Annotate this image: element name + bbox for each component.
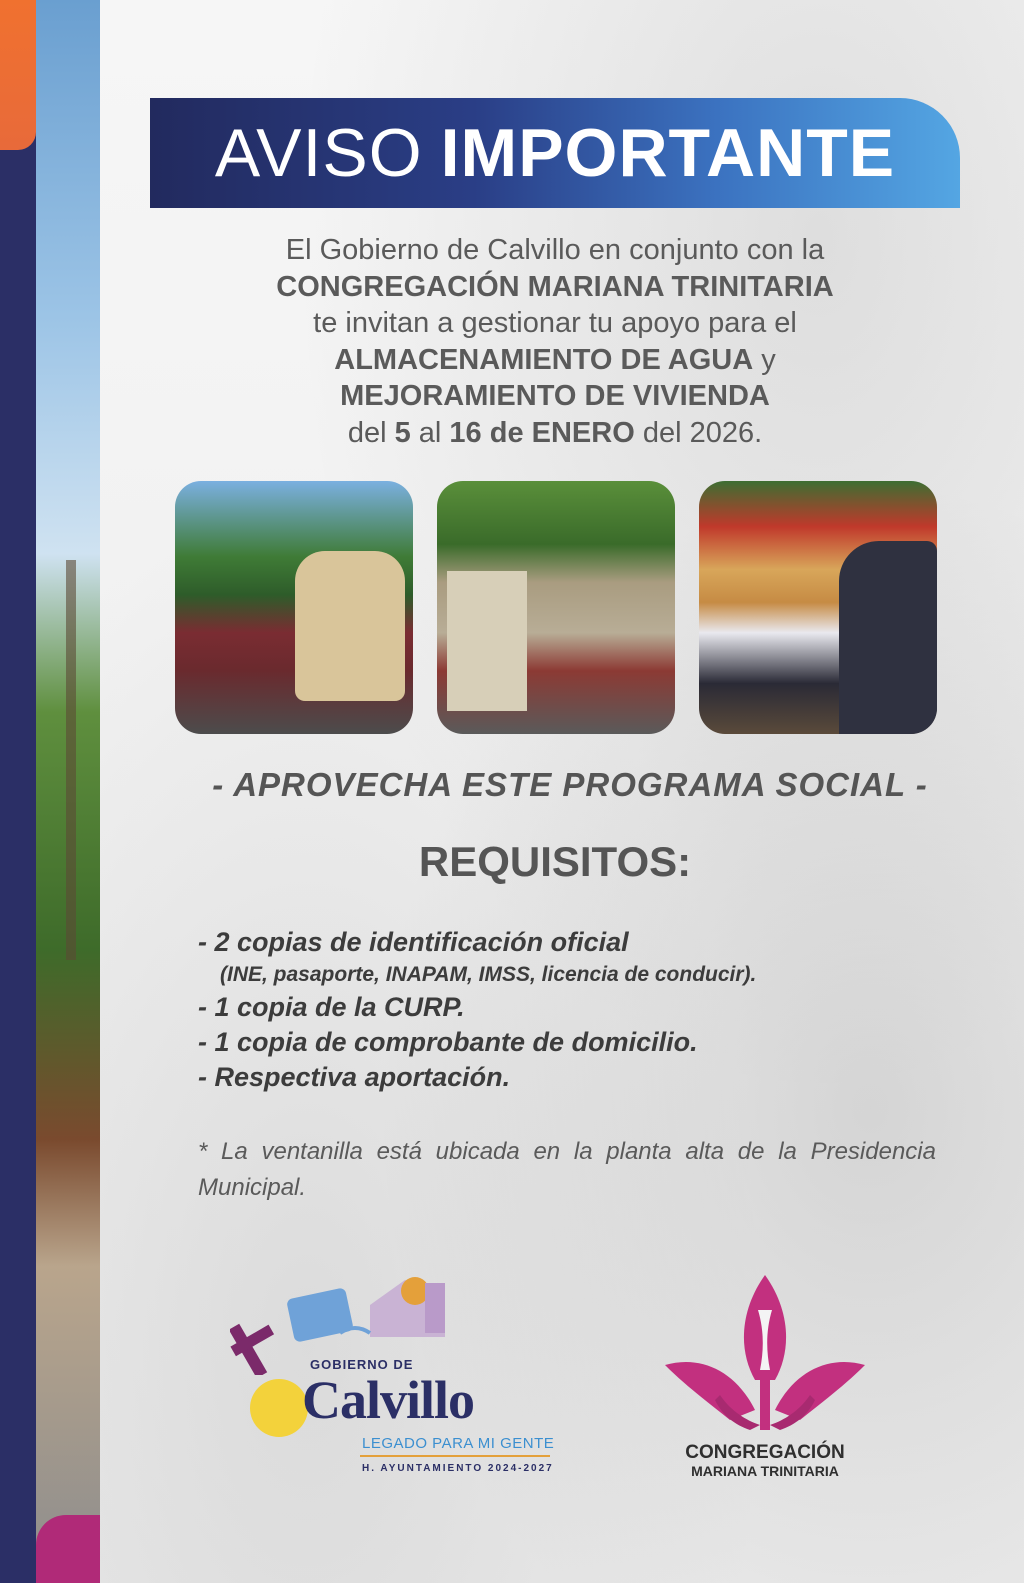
requirement-subitem: (INE, pasaporte, INAPAM, IMSS, licencia de conducir). <box>220 963 757 986</box>
calvillo-logo <box>230 1275 560 1485</box>
intro-line-2: CONGREGACIÓN MARIANA TRINITARIA <box>276 270 834 303</box>
requirement-item: - 1 copia de la CURP. <box>198 992 465 1022</box>
intro-line-4-bold: ALMACENAMIENTO DE AGUA <box>334 343 754 376</box>
left-navy-bar <box>0 0 36 1583</box>
intro-line-4-rest: y <box>753 343 776 376</box>
left-photo-strip <box>36 0 100 1583</box>
location-note: * La ventanilla está ubicada en la planta alta de la Presidencia Municipal. <box>198 1138 936 1201</box>
calvillo-small-label: GOBIERNO DE <box>310 1357 414 1372</box>
calvillo-tagline: LEGADO PARA MI GENTE <box>362 1435 555 1452</box>
intro-date-a: del <box>347 416 395 449</box>
water-tank <box>295 551 405 701</box>
worker-figure <box>839 541 937 734</box>
requirement-item: - 1 copia de comprobante de domicilio. <box>198 1027 698 1057</box>
intro-date-b: 5 <box>394 416 411 449</box>
left-orange-accent <box>0 0 36 150</box>
calvillo-period: H. AYUNTAMIENTO 2024-2027 <box>362 1463 554 1474</box>
cement-bags <box>447 571 527 711</box>
intro-line-1: El Gobierno de Calvillo en conjunto con la <box>285 234 825 266</box>
intro-line-5: MEJORAMIENTO DE VIVIENDA <box>340 380 770 412</box>
intro-date-e: del 2026. <box>634 416 763 449</box>
page-title <box>150 98 960 208</box>
intro-date-c: al <box>410 416 450 449</box>
intro-text <box>150 232 960 451</box>
calvillo-name: Calvillo <box>302 1370 475 1430</box>
header-banner <box>150 98 960 208</box>
requirement-item: - 2 copias de identificación oficial <box>198 927 629 957</box>
congregacion-logo <box>660 1270 870 1485</box>
photo-materials-loading <box>699 481 937 734</box>
flower-emblem-icon <box>660 1270 870 1440</box>
congregacion-line-1: CONGREGACIÓN <box>685 1442 845 1463</box>
intro-line-3: te invitan a gestionar tu apoyo para el <box>313 307 797 339</box>
tagline-underline <box>360 1455 550 1457</box>
photo-water-tank-truck <box>175 481 413 734</box>
requirements-title: REQUISITOS: <box>418 838 692 885</box>
requirements-list <box>198 925 958 1095</box>
palm-trunk <box>66 560 76 960</box>
photo-cement-bags-truck <box>437 481 675 734</box>
sun-icon <box>250 1379 308 1437</box>
congregacion-line-2: MARIANA TRINITARIA <box>691 1463 839 1479</box>
title-bold: IMPORTANTE <box>440 115 896 191</box>
title-light: AVISO <box>214 115 423 191</box>
intro-date-d: 16 de ENERO <box>449 416 635 449</box>
requirement-item: - Respectiva aportación. <box>198 1062 511 1092</box>
bottom-magenta-accent <box>36 1515 100 1583</box>
program-slogan: - APROVECHA ESTE PROGRAMA SOCIAL - <box>212 766 928 803</box>
